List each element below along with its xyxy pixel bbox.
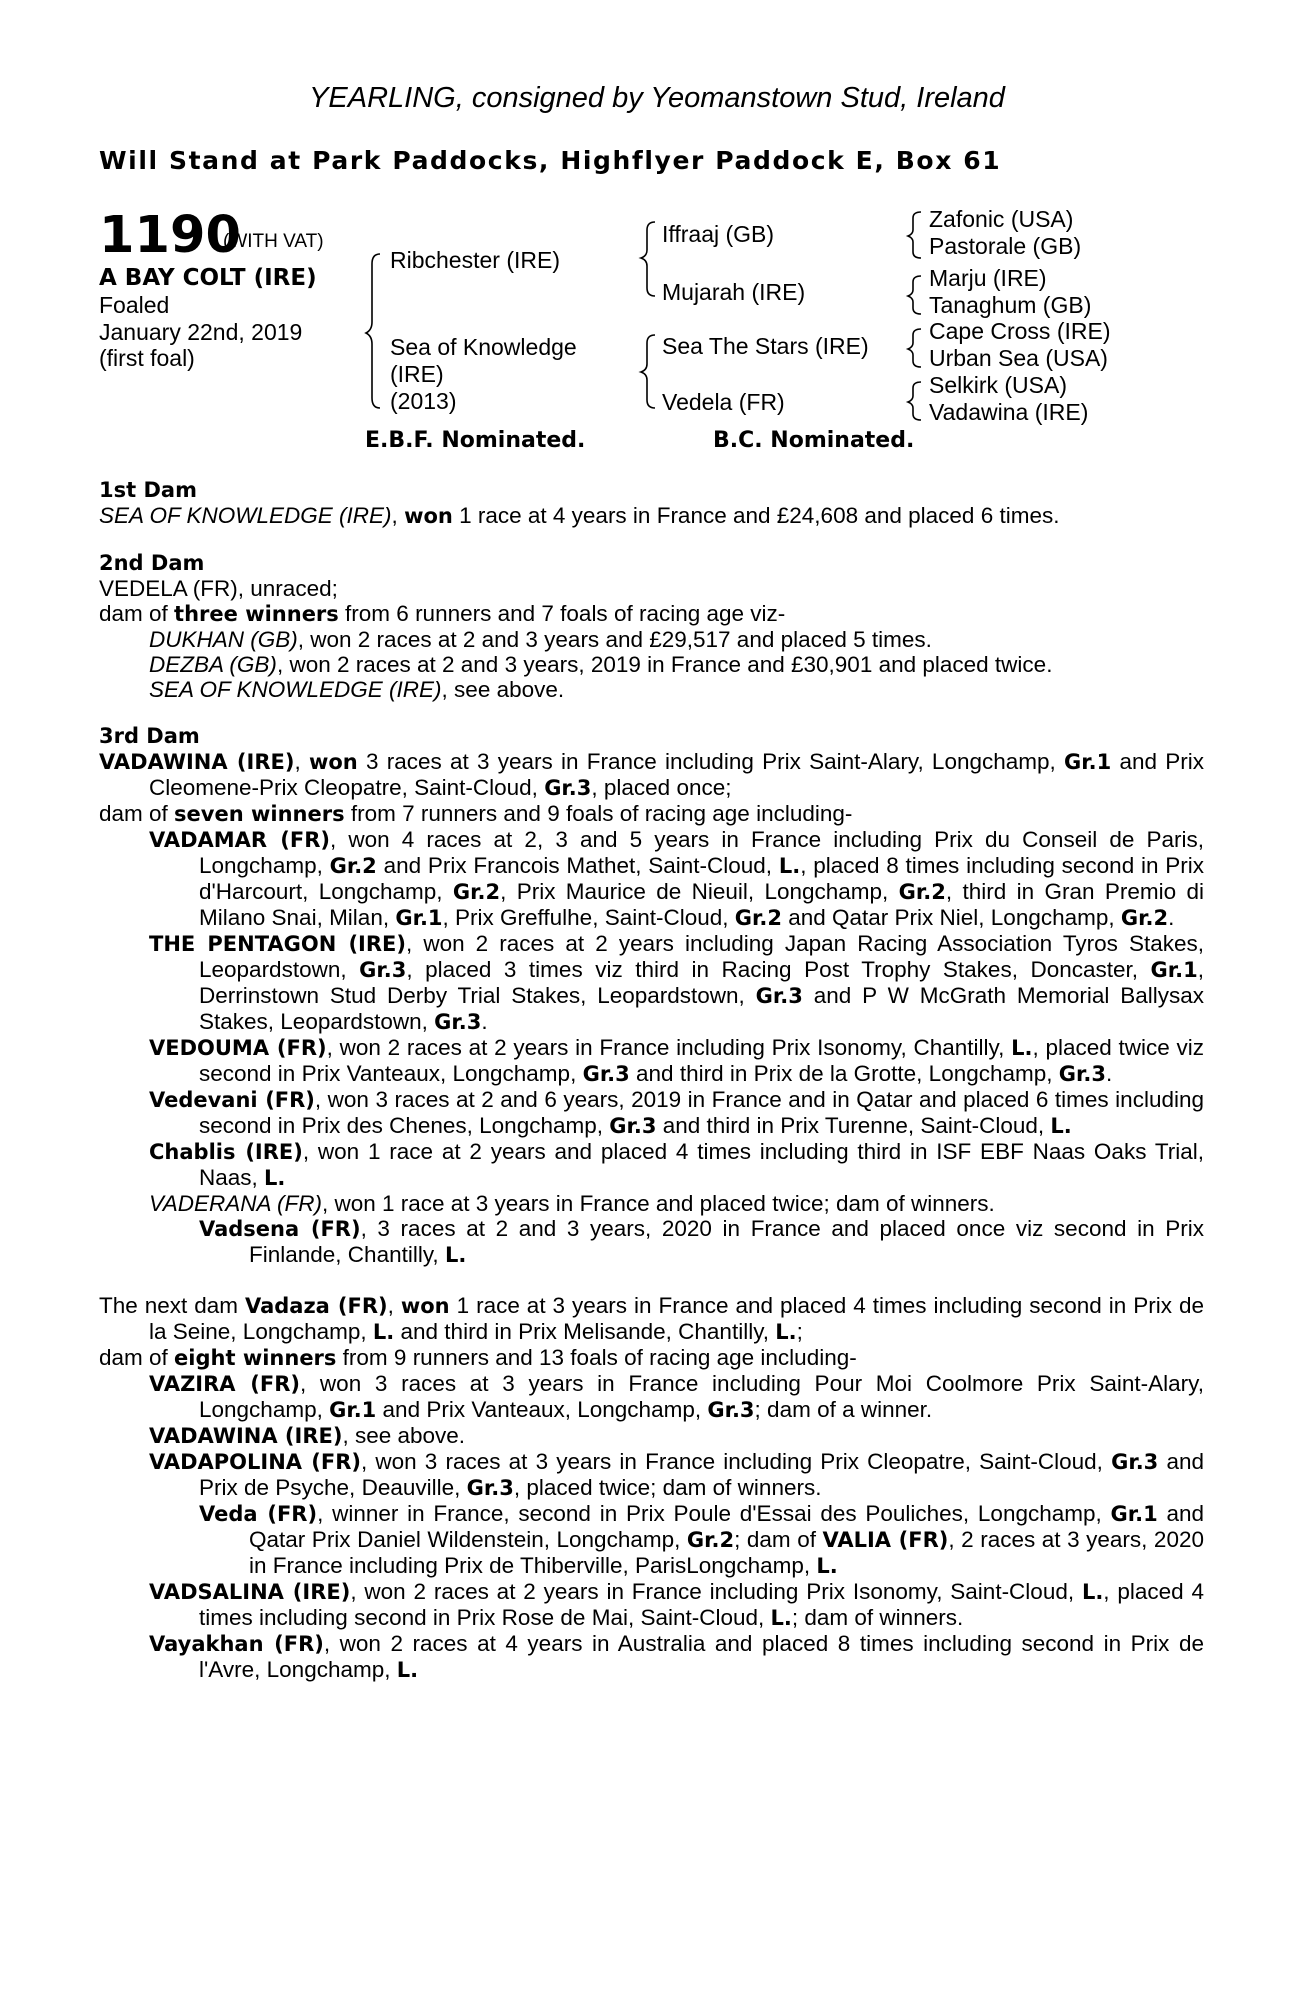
ancestor-4: Tanaghum (GB)	[929, 292, 1092, 318]
dam-name-line2: (IRE)	[390, 361, 444, 387]
list-item: VADAPOLINA (FR), won 3 races at 3 years in France including Prix Cleopatre, Saint-Cloud, Gr.3 and Prix de Psyche, Deauville, Gr.3, placed twice; dam of winners.	[149, 1449, 1204, 1500]
list-item: VADERANA (FR), won 1 race at 3 years in France and placed twice; dam of winners.	[149, 1191, 995, 1216]
third-dam-produce: dam of seven winners from 7 runners and 9 foals of racing age including-	[99, 801, 853, 826]
ancestor-1: Zafonic (USA)	[929, 206, 1074, 232]
list-item: VEDOUMA (FR), won 2 races at 2 years in France including Prix Isonomy, Chantilly, L., placed twice viz second in Prix Vanteaux, Longchamp, Gr.3 and third in Prix de la Grotte, Longchamp, Gr.3.	[149, 1035, 1204, 1086]
dam-name: SEA OF KNOWLEDGE (IRE)	[99, 503, 392, 528]
next-dam-paragraph: The next dam Vadaza (FR), won 1 race at 3 years in France and placed 4 times including second in Prix de la Seine, Longchamp, L. and third in Prix Melisande, Chantilly, L.;	[99, 1293, 1204, 1344]
sire: Ribchester (IRE)	[390, 247, 560, 273]
list-item: VAZIRA (FR), won 3 races at 3 years in France including Pour Moi Coolmore Prix Saint-Alary, Longchamp, Gr.1 and Prix Vanteaux, Longchamp, Gr.3; dam of a winner.	[149, 1371, 1204, 1422]
second-dam-heading: 2nd Dam	[99, 551, 205, 575]
list-item: Vayakhan (FR), won 2 races at 4 years in Australia and placed 8 times including second in Prix de l'Avre, Longchamp, L.	[149, 1631, 1204, 1682]
stand-location: Will Stand at Park Paddocks, Highflyer Paddock E, Box 61	[99, 146, 1002, 175]
ancestor-8: Vadawina (IRE)	[929, 399, 1089, 425]
sire-sire: Iffraaj (GB)	[662, 221, 775, 247]
lot-name: A BAY COLT (IRE)	[99, 265, 317, 291]
vat-note: (WITH VAT)	[223, 231, 324, 252]
dam-sire: Sea The Stars (IRE)	[662, 333, 869, 359]
list-item: SEA OF KNOWLEDGE (IRE), see above.	[149, 677, 565, 702]
list-item: VADAWINA (IRE), see above.	[149, 1423, 466, 1448]
list-item: Chablis (IRE), won 1 race at 2 years and placed 4 times including third in ISF EBF Naas Oaks Trial, Naas, L.	[149, 1139, 1204, 1190]
third-dam-heading: 3rd Dam	[99, 724, 200, 748]
list-item: Vadsena (FR), 3 races at 2 and 3 years, 2020 in France and placed once viz second in Prix Finlande, Chantilly, L.	[199, 1216, 1204, 1267]
list-item: THE PENTAGON (IRE), won 2 races at 2 years including Japan Racing Association Tyros Stakes, Leopardstown, Gr.3, placed 3 times viz third in Racing Post Trophy Stakes, Doncaster, Gr.1, Derrinstown Stud Derby Trial Stakes, Leopardstown, Gr.3 and P W McGrath Memorial Ballysax Stakes, Leopardstown, Gr.3.	[149, 931, 1204, 1034]
first-dam-heading: 1st Dam	[99, 478, 197, 502]
foaled-date: January 22nd, 2019	[99, 319, 303, 345]
ancestor-6: Urban Sea (USA)	[929, 345, 1108, 371]
second-dam-produce: dam of three winners from 6 runners and 7 foals of racing age viz-	[99, 601, 786, 626]
third-dam-paragraph: VADAWINA (IRE), won 3 races at 3 years in France including Prix Saint-Alary, Longchamp, Gr.1 and Prix Cleomene-Prix Cleopatre, Saint-Cloud, Gr.3, placed once;	[99, 749, 1204, 800]
next-dam-produce: dam of eight winners from 9 runners and 13 foals of racing age including-	[99, 1345, 857, 1370]
ancestor-7: Selkirk (USA)	[929, 372, 1068, 398]
list-item: Veda (FR), winner in France, second in Prix Poule d'Essai des Pouliches, Longchamp, Gr.1 and Qatar Prix Daniel Wildenstein, Longchamp, Gr.2; dam of VALIA (FR), 2 races at 3 years, 2020 in France including Prix de Thiberville, ParisLongchamp, L.	[199, 1501, 1205, 1578]
foal-note: (first foal)	[99, 345, 195, 371]
first-dam-paragraph: SEA OF KNOWLEDGE (IRE), won 1 race at 4 years in France and £24,608 and placed 6 times.	[99, 503, 1060, 528]
bc-nominated: B.C. Nominated.	[713, 428, 915, 453]
ebf-nominated: E.B.F. Nominated.	[365, 428, 586, 453]
list-item: VADAMAR (FR), won 4 races at 2, 3 and 5 years in France including Prix du Conseil de Paris, Longchamp, Gr.2 and Prix Francois Mathet, Saint-Cloud, L., placed 8 times including second in Prix d'Harcourt, Longchamp, Gr.2, Prix Maurice de Nieuil, Longchamp, Gr.2, third in Gran Premio di Milano Snai, Milan, Gr.1, Prix Greffulhe, Saint-Cloud, Gr.2 and Qatar Prix Niel, Longchamp, Gr.2.	[149, 827, 1204, 930]
dam-year: (2013)	[390, 388, 457, 414]
ancestor-3: Marju (IRE)	[929, 265, 1047, 291]
ancestor-5: Cape Cross (IRE)	[929, 318, 1111, 344]
list-item: DEZBA (GB), won 2 races at 2 and 3 years, 2019 in France and £30,901 and placed twice.	[149, 652, 1053, 677]
second-dam-line: VEDELA (FR), unraced;	[99, 576, 338, 601]
sire-dam: Mujarah (IRE)	[662, 279, 806, 305]
list-item: Vedevani (FR), won 3 races at 2 and 6 years, 2019 in France and in Qatar and placed 6 times including second in Prix des Chenes, Longchamp, Gr.3 and third in Prix Turenne, Saint-Cloud, L.	[149, 1087, 1204, 1138]
foaled-label: Foaled	[99, 292, 170, 318]
dam-dam: Vedela (FR)	[662, 389, 785, 415]
consignment-line: YEARLING, consigned by Yeomanstown Stud, Ireland	[309, 82, 1005, 114]
lot-number: 1190	[99, 206, 241, 265]
ancestor-2: Pastorale (GB)	[929, 233, 1082, 259]
family-text	[99, 478, 1204, 1683]
dam-name-line1: Sea of Knowledge	[390, 334, 577, 360]
list-item: DUKHAN (GB), won 2 races at 2 and 3 years and £29,517 and placed 5 times.	[149, 627, 932, 652]
list-item: VADSALINA (IRE), won 2 races at 2 years in France including Prix Isonomy, Saint-Cloud, L., placed 4 times including second in Prix Rose de Mai, Saint-Cloud, L.; dam of winners.	[149, 1579, 1205, 1630]
